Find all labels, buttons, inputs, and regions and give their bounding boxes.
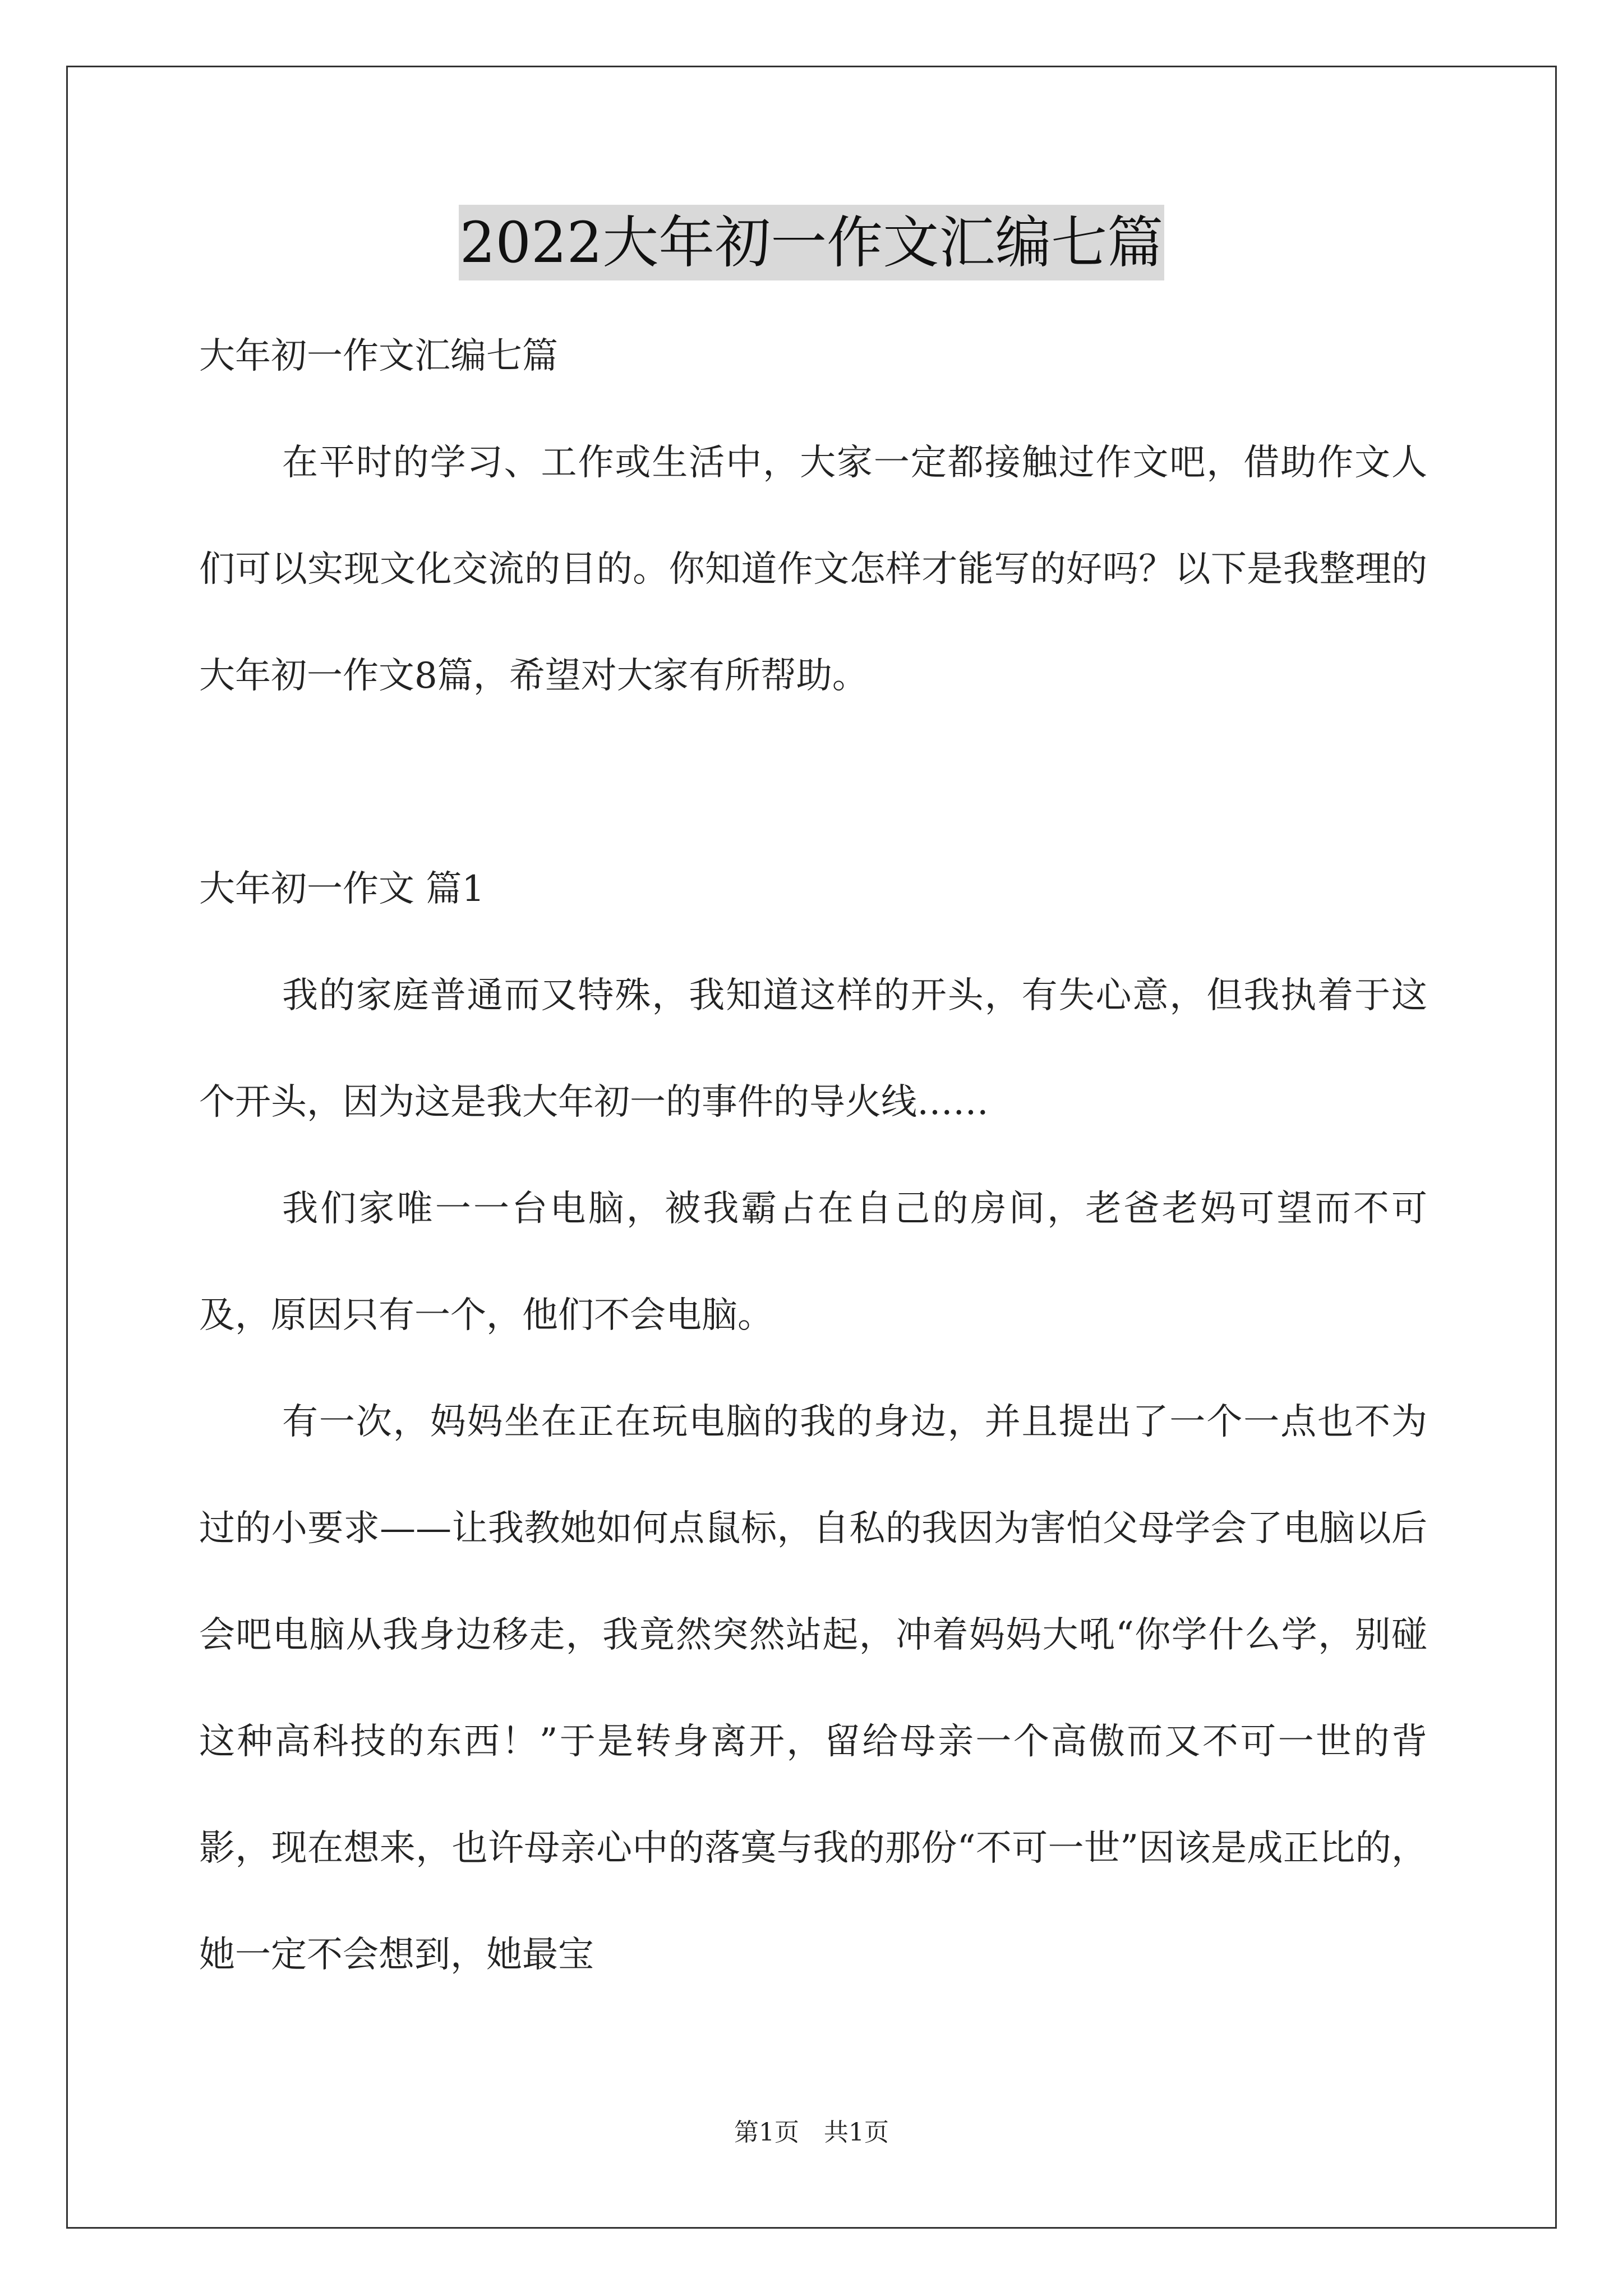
section-spacer: [199, 729, 1427, 836]
page-footer: 第1页 共1页: [734, 2118, 889, 2147]
body-paragraph: 有一次，妈妈坐在正在玩电脑的我的身边，并且提出了一个一点也不为过的小要求——让我教她如何点鼠标，自私的我因为害怕父母学会了电脑以后会吧电脑从我身边移走，我竟然突然站起，冲着妈妈大吼“你学什么学，别碰这种高科技的东西！”于是转身离开，留给母亲一个高傲而又不可一世的背影，现在想来，也许母亲心中的落寞与我的那份“不可一世”因该是成正比的，她一定不会想到，她最宝: [199, 1401, 1427, 1976]
intro-paragraph: 在平时的学习、工作或生活中，大家一定都接触过作文吧，借助作文人们可以实现文化交流的目的。你知道作文怎样才能写的好吗？以下是我整理的大年初一作文8篇，希望对大家有所帮助。: [199, 442, 1427, 697]
document-title: 2022大年初一作文汇编七篇: [459, 205, 1165, 280]
document-subtitle: 大年初一作文汇编七篇: [199, 335, 558, 377]
body-paragraph: 我的家庭普通而又特殊，我知道这样的开头，有失心意，但我执着于这个开头，因为这是我大年初一的事件的导火线……: [199, 975, 1427, 1123]
body-paragraph: 我们家唯一一台电脑，被我霸占在自己的房间，老爸老妈可望而不可及，原因只有一个，他们不会电脑。: [199, 1188, 1427, 1336]
document-body: [199, 303, 1427, 2008]
title-container: [0, 205, 1623, 280]
section-heading: 大年初一作文 篇1: [199, 868, 485, 910]
